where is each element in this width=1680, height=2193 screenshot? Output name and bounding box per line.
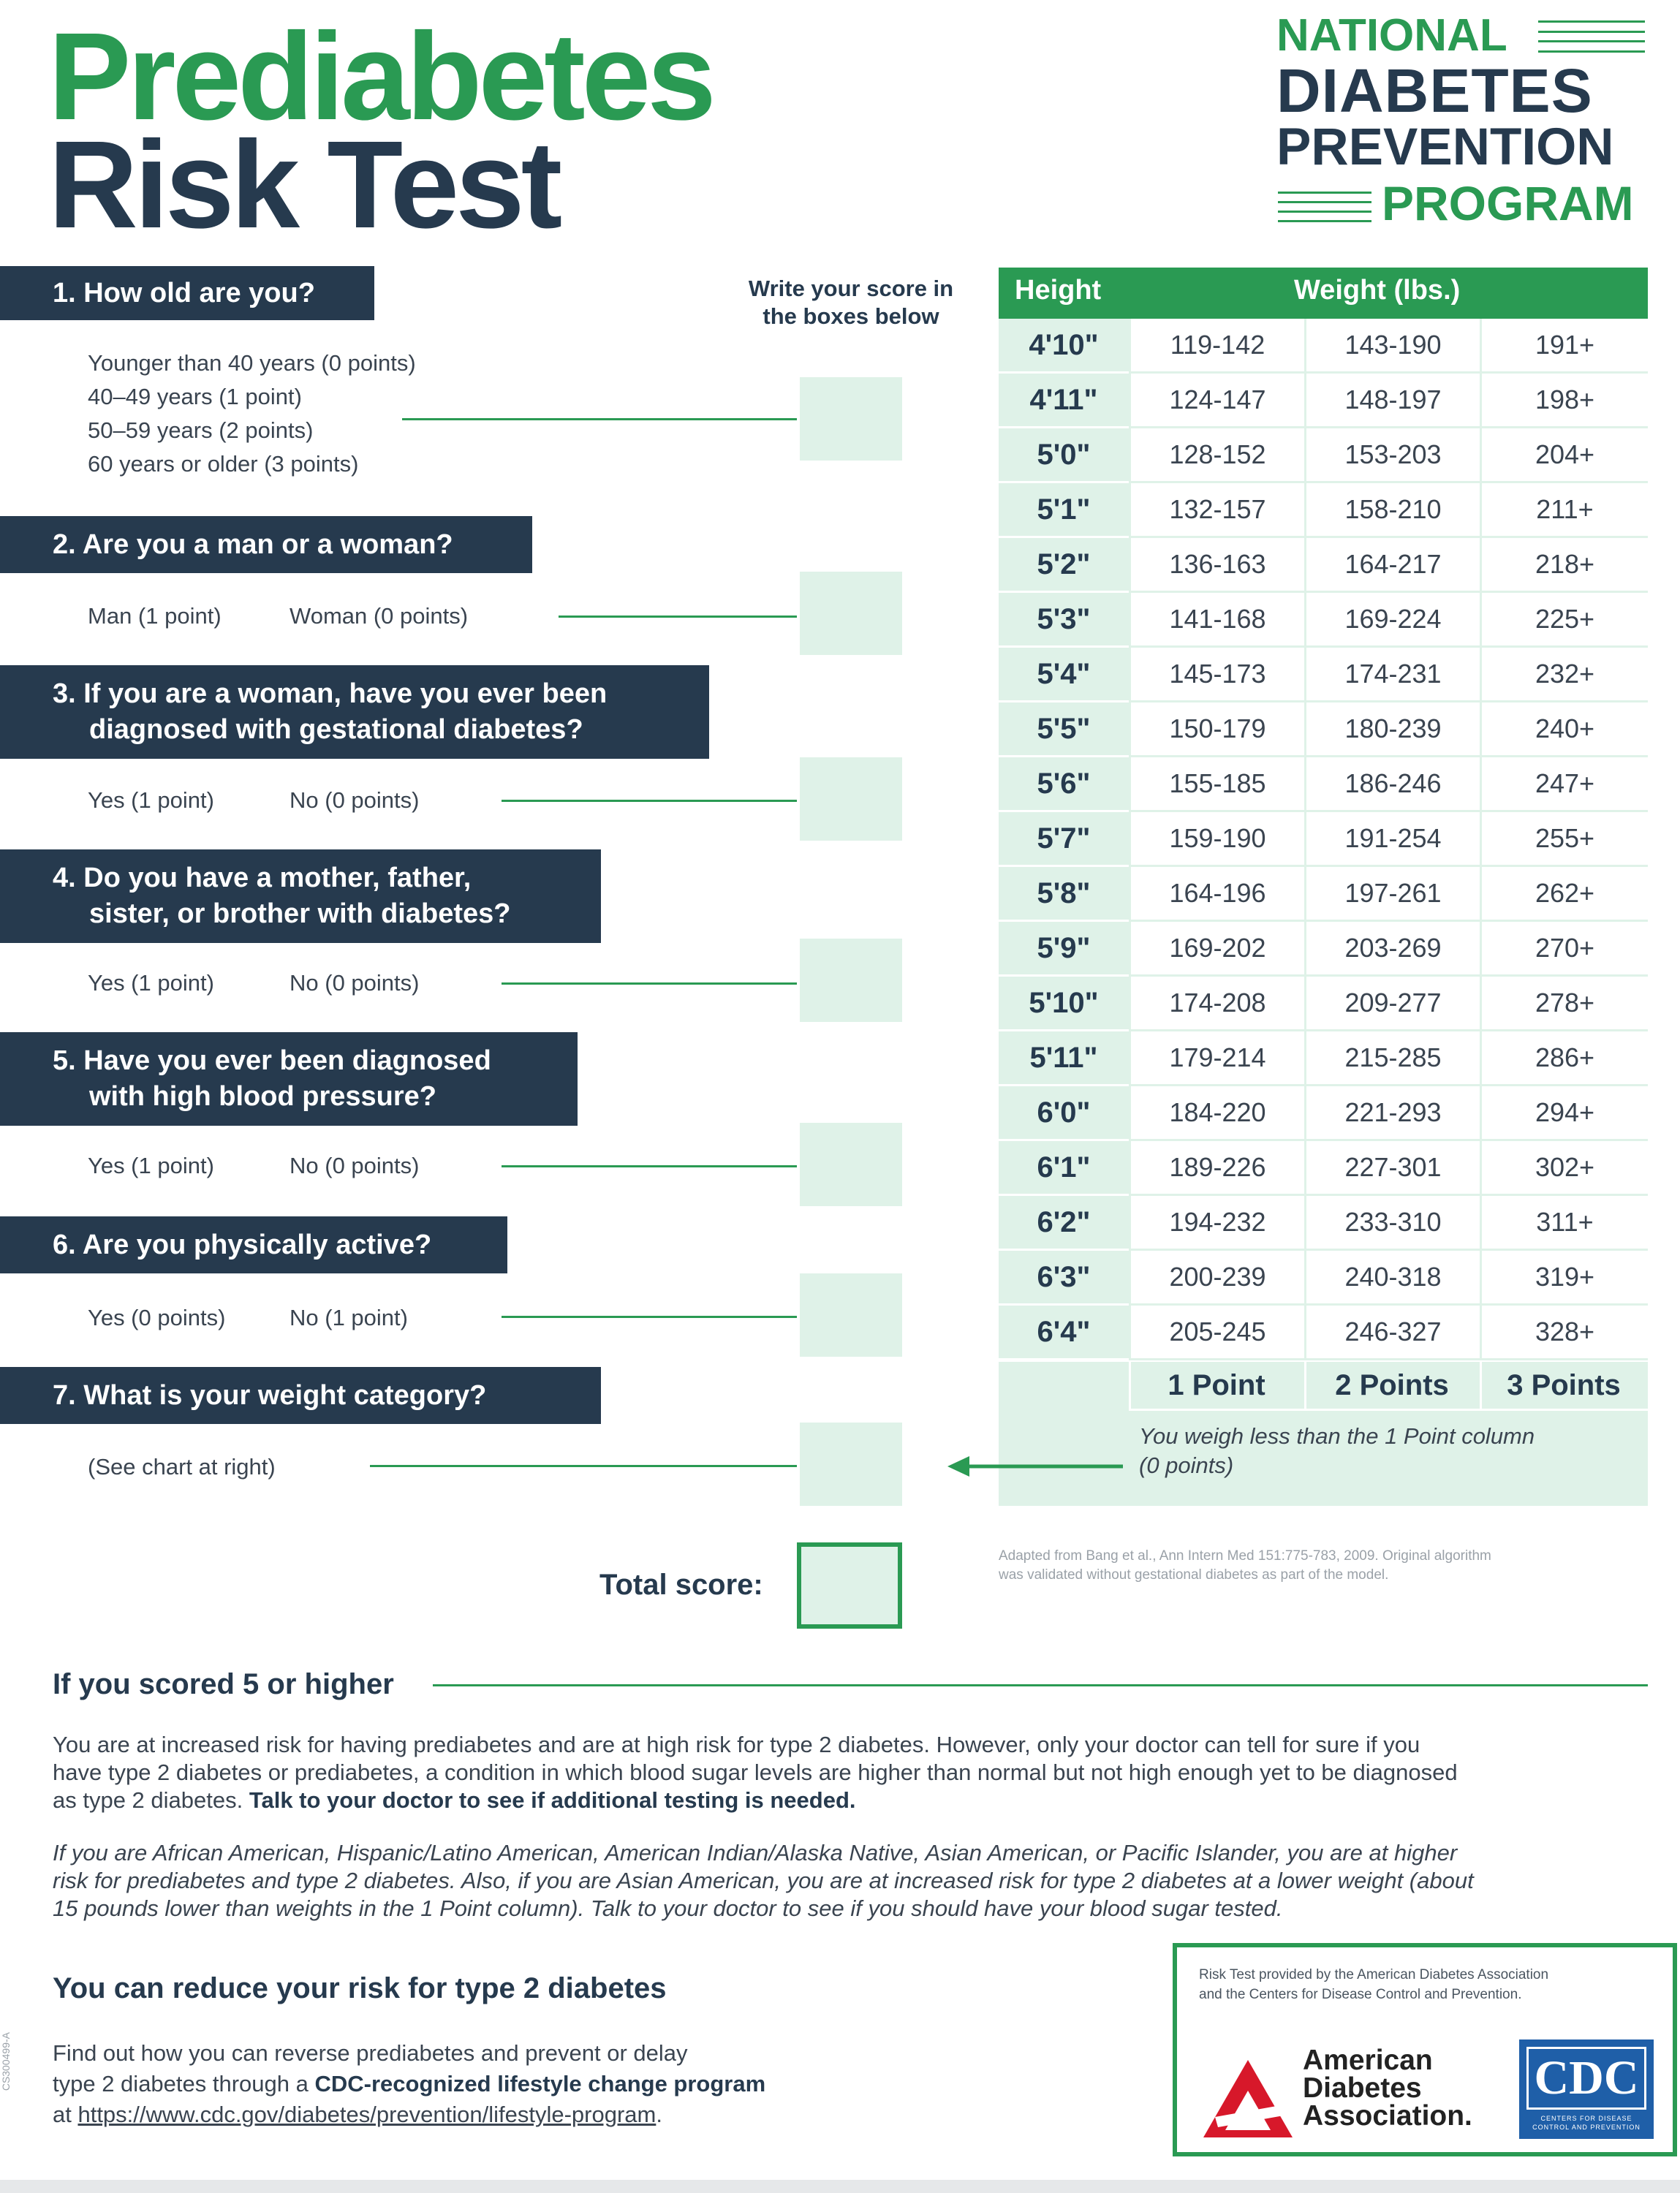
scored-paragraph-1: You are at increased risk for having prediabetes and are at high risk for type 2 diabetes. However, only your doctor can tell for sure if you have type 2 diabetes or prediabetes, a condition in which blood sugar levels are higher than normal but not high enough yet to be diagnosed as type 2 diabetes. Talk to your doctor to see if additional testing is needed.	[53, 1732, 1458, 1813]
q2-connector	[559, 616, 797, 618]
total-score-box[interactable]	[797, 1542, 902, 1629]
question-6-banner: 6. Are you physically active?	[0, 1216, 507, 1273]
table-row	[999, 648, 1648, 702]
adapted-note: Adapted from Bang et al., Ann Intern Med 151:775-783, 2009. Original algorithm was validated without gestational diabetes as part of the model.	[999, 1548, 1491, 1583]
weight-cell: 227-301	[1304, 1141, 1480, 1196]
weight-cell: 240-318	[1304, 1251, 1480, 1306]
logo-program: PROGRAM	[1382, 176, 1634, 230]
weight-cell: 278+	[1480, 977, 1648, 1031]
weight-cell: 209-277	[1304, 977, 1480, 1031]
table-row	[999, 374, 1648, 428]
weight-cell: 186-246	[1304, 757, 1480, 812]
weight-cell: 262+	[1480, 867, 1648, 922]
weight-cell: 153-203	[1304, 428, 1480, 483]
weight-cell: 221-293	[1304, 1086, 1480, 1141]
scored-heading: If you scored 5 or higher	[53, 1668, 394, 1700]
weight-cell: 143-190	[1304, 319, 1480, 374]
lifestyle-program-link[interactable]: https://www.cdc.gov/diabetes/prevention/lifestyle-program	[77, 2102, 657, 2127]
q6-option-1: No (1 point)	[290, 1305, 408, 1330]
weight-cell: 203-269	[1304, 922, 1480, 977]
q1-option-1: 40–49 years (1 point)	[88, 384, 302, 409]
weight-cell: 148-197	[1304, 374, 1480, 428]
height-cell: 5'2"	[999, 538, 1129, 593]
q1-score-box[interactable]	[800, 377, 902, 461]
logo-national: NATIONAL	[1276, 10, 1507, 61]
table-row	[999, 1196, 1648, 1251]
height-cell: 5'8"	[999, 867, 1129, 922]
q6-option-0: Yes (0 points)	[88, 1305, 226, 1330]
q7-option-0: (See chart at right)	[88, 1454, 276, 1480]
weight-cell: 164-196	[1129, 867, 1304, 922]
question-2-banner: 2. Are you a man or a woman?	[0, 516, 532, 573]
ada-logo-icon	[1200, 2057, 1295, 2140]
weight-cell: 174-208	[1129, 977, 1304, 1031]
question-1-banner: 1. How old are you?	[0, 266, 374, 320]
q3-score-box[interactable]	[800, 757, 902, 841]
ada-name: American Diabetes Association.	[1303, 2045, 1472, 2132]
weight-cell: 191+	[1480, 319, 1648, 374]
weight-cell: 169-202	[1129, 922, 1304, 977]
height-cell: 5'11"	[999, 1031, 1129, 1086]
q2-score-box[interactable]	[800, 572, 902, 655]
weight-cell: 232+	[1480, 648, 1648, 702]
height-cell: 5'10"	[999, 977, 1129, 1031]
cdc-subtitle: CENTERS FOR DISEASE CONTROL AND PREVENTION	[1532, 2115, 1641, 2131]
question-5-banner: 5. Have you ever been diagnosed with high blood pressure?	[0, 1032, 578, 1126]
weight-cell: 159-190	[1129, 812, 1304, 867]
q5-option-0: Yes (1 point)	[88, 1153, 214, 1178]
weight-cell: 191-254	[1304, 812, 1480, 867]
q1-option-2: 50–59 years (2 points)	[88, 417, 314, 443]
partner-credit: Risk Test provided by the American Diabetes Association and the Centers for Disease Control and Prevention.	[1199, 1967, 1549, 2002]
scored-heading-rule	[433, 1684, 1648, 1686]
height-cell: 4'11"	[999, 374, 1129, 428]
weight-cell: 184-220	[1129, 1086, 1304, 1141]
height-cell: 5'1"	[999, 483, 1129, 538]
q3-connector	[502, 800, 797, 802]
weight-cell: 200-239	[1129, 1251, 1304, 1306]
weight-cell: 198+	[1480, 374, 1648, 428]
weight-cell: 132-157	[1129, 483, 1304, 538]
weight-cell: 215-285	[1304, 1031, 1480, 1086]
weight-cell: 233-310	[1304, 1196, 1480, 1251]
total-score-label: Total score:	[599, 1569, 763, 1601]
question-1-options	[88, 346, 416, 481]
weight-cell: 124-147	[1129, 374, 1304, 428]
table-row	[999, 702, 1648, 757]
footer-divider	[1129, 1409, 1648, 1411]
weight-cell: 180-239	[1304, 702, 1480, 757]
q4-option-1: No (0 points)	[290, 970, 420, 996]
weight-cell: 141-168	[1129, 593, 1304, 648]
height-cell: 5'7"	[999, 812, 1129, 867]
weight-header: Weight (lbs.)	[1294, 275, 1461, 306]
q7-connector	[370, 1465, 797, 1467]
weight-cell: 158-210	[1304, 483, 1480, 538]
weight-cell: 197-261	[1304, 867, 1480, 922]
question-7-banner: 7. What is your weight category?	[0, 1367, 601, 1424]
weight-cell: 218+	[1480, 538, 1648, 593]
q7-score-box[interactable]	[800, 1423, 902, 1506]
logo-lines-top	[1538, 20, 1645, 53]
height-cell: 4'10"	[999, 319, 1129, 374]
table-row	[999, 1251, 1648, 1306]
weight-cell: 174-231	[1304, 648, 1480, 702]
weight-cell: 240+	[1480, 702, 1648, 757]
weight-cell: 155-185	[1129, 757, 1304, 812]
q3-option-1: No (0 points)	[290, 787, 420, 813]
points-3: 3 Points	[1507, 1368, 1621, 1401]
logo-lines-bottom	[1278, 192, 1371, 222]
partner-box	[1173, 1943, 1677, 2156]
q5-option-1: No (0 points)	[290, 1153, 420, 1178]
points-1: 1 Point	[1168, 1368, 1265, 1401]
weight-cell: 169-224	[1304, 593, 1480, 648]
weight-cell: 225+	[1480, 593, 1648, 648]
weight-cell: 302+	[1480, 1141, 1648, 1196]
q6-score-box[interactable]	[800, 1273, 902, 1357]
arrow-left-icon	[947, 1452, 1123, 1481]
table-row	[999, 867, 1648, 922]
logo-prevention: PREVENTION	[1276, 118, 1614, 176]
weight-cell: 247+	[1480, 757, 1648, 812]
scored-paragraph-2: If you are African American, Hispanic/Latino American, American Indian/Alaska Native, Asian American, or Pacific Islander, you are at higher risk for prediabetes and type 2 diabetes. Also, if you are Asian American, you are at increased risk for type 2 diabetes at a lower weight (about 15 pounds lower than weights in the 1 Point column). Talk to your doctor to see if you should have your blood sugar tested.	[53, 1840, 1474, 1921]
weight-cell: 145-173	[1129, 648, 1304, 702]
q1-option-0: Younger than 40 years (0 points)	[88, 350, 416, 376]
points-2: 2 Points	[1335, 1368, 1449, 1401]
weight-table	[999, 268, 1648, 1506]
table-row	[999, 922, 1648, 977]
table-row	[999, 757, 1648, 812]
height-cell: 5'6"	[999, 757, 1129, 812]
weight-cell: 311+	[1480, 1196, 1648, 1251]
q2-option-0: Man (1 point)	[88, 603, 222, 629]
weight-cell: 286+	[1480, 1031, 1648, 1086]
weight-cell: 194-232	[1129, 1196, 1304, 1251]
weight-cell: 189-226	[1129, 1141, 1304, 1196]
q1-option-3: 60 years or older (3 points)	[88, 451, 359, 477]
height-cell: 6'4"	[999, 1306, 1129, 1360]
table-row	[999, 1306, 1648, 1360]
height-cell: 5'5"	[999, 702, 1129, 757]
footer-vline-3	[1480, 1362, 1482, 1409]
weight-cell: 204+	[1480, 428, 1648, 483]
reduce-paragraph: Find out how you can reverse prediabetes and prevent or delay type 2 diabetes through a CDC-recognized lifestyle change program at https://www.cdc.gov/diabetes/prevention/lifestyle-program.	[53, 2040, 766, 2127]
table-row	[999, 538, 1648, 593]
weight-cell: 119-142	[1129, 319, 1304, 374]
q3-option-0: Yes (1 point)	[88, 787, 214, 813]
weight-cell: 150-179	[1129, 702, 1304, 757]
table-row	[999, 483, 1648, 538]
bottom-strip	[0, 2180, 1680, 2193]
q5-score-box[interactable]	[800, 1123, 902, 1206]
table-row	[999, 1141, 1648, 1196]
footer-vline-1	[1129, 1362, 1131, 1409]
q2-option-1: Woman (0 points)	[290, 603, 469, 629]
q4-connector	[502, 982, 797, 985]
height-cell: 6'3"	[999, 1251, 1129, 1306]
logo-diabetes: DIABETES	[1276, 56, 1593, 125]
height-cell: 5'0"	[999, 428, 1129, 483]
table-row	[999, 977, 1648, 1031]
weight-cell: 128-152	[1129, 428, 1304, 483]
weight-cell: 270+	[1480, 922, 1648, 977]
weight-table-footer	[999, 1362, 1648, 1506]
less-than-note: You weigh less than the 1 Point column (0 points)	[1139, 1423, 1535, 1478]
table-row	[999, 1031, 1648, 1086]
height-cell: 6'0"	[999, 1086, 1129, 1141]
height-cell: 5'9"	[999, 922, 1129, 977]
q4-option-0: Yes (1 point)	[88, 970, 214, 996]
cdc-wordmark: CDC	[1526, 2047, 1646, 2110]
page-title-line2: Risk Test	[48, 115, 559, 254]
weight-cell: 164-217	[1304, 538, 1480, 593]
weight-cell: 246-327	[1304, 1306, 1480, 1360]
weight-cell: 211+	[1480, 483, 1648, 538]
q1-connector	[402, 418, 797, 420]
table-row	[999, 319, 1648, 374]
weight-cell: 255+	[1480, 812, 1648, 867]
table-row	[999, 812, 1648, 867]
weight-cell: 294+	[1480, 1086, 1648, 1141]
height-cell: 6'1"	[999, 1141, 1129, 1196]
question-3-banner: 3. If you are a woman, have you ever been diagnosed with gestational diabetes?	[0, 665, 709, 759]
document-code: CS300499-A	[0, 2032, 12, 2091]
height-cell: 5'4"	[999, 648, 1129, 702]
table-row	[999, 428, 1648, 483]
reduce-heading: You can reduce your risk for type 2 diabetes	[53, 1972, 667, 2004]
height-header: Height	[1015, 275, 1102, 306]
table-row	[999, 1086, 1648, 1141]
question-4-banner: 4. Do you have a mother, father, sister, or brother with diabetes?	[0, 849, 601, 943]
height-cell: 5'3"	[999, 593, 1129, 648]
weight-cell: 136-163	[1129, 538, 1304, 593]
weight-cell: 319+	[1480, 1251, 1648, 1306]
q6-connector	[502, 1316, 797, 1318]
weight-cell: 328+	[1480, 1306, 1648, 1360]
height-cell: 6'2"	[999, 1196, 1129, 1251]
footer-vline-2	[1304, 1362, 1306, 1409]
table-row	[999, 593, 1648, 648]
q5-connector	[502, 1165, 797, 1167]
cdc-logo-icon	[1519, 2039, 1654, 2139]
write-score-header: Write your score in the boxes below	[748, 276, 954, 329]
page-title-line1: Prediabetes	[48, 7, 713, 146]
weight-table-header	[999, 268, 1648, 319]
weight-cell: 205-245	[1129, 1306, 1304, 1360]
q4-score-box[interactable]	[800, 939, 902, 1022]
weight-cell: 179-214	[1129, 1031, 1304, 1086]
